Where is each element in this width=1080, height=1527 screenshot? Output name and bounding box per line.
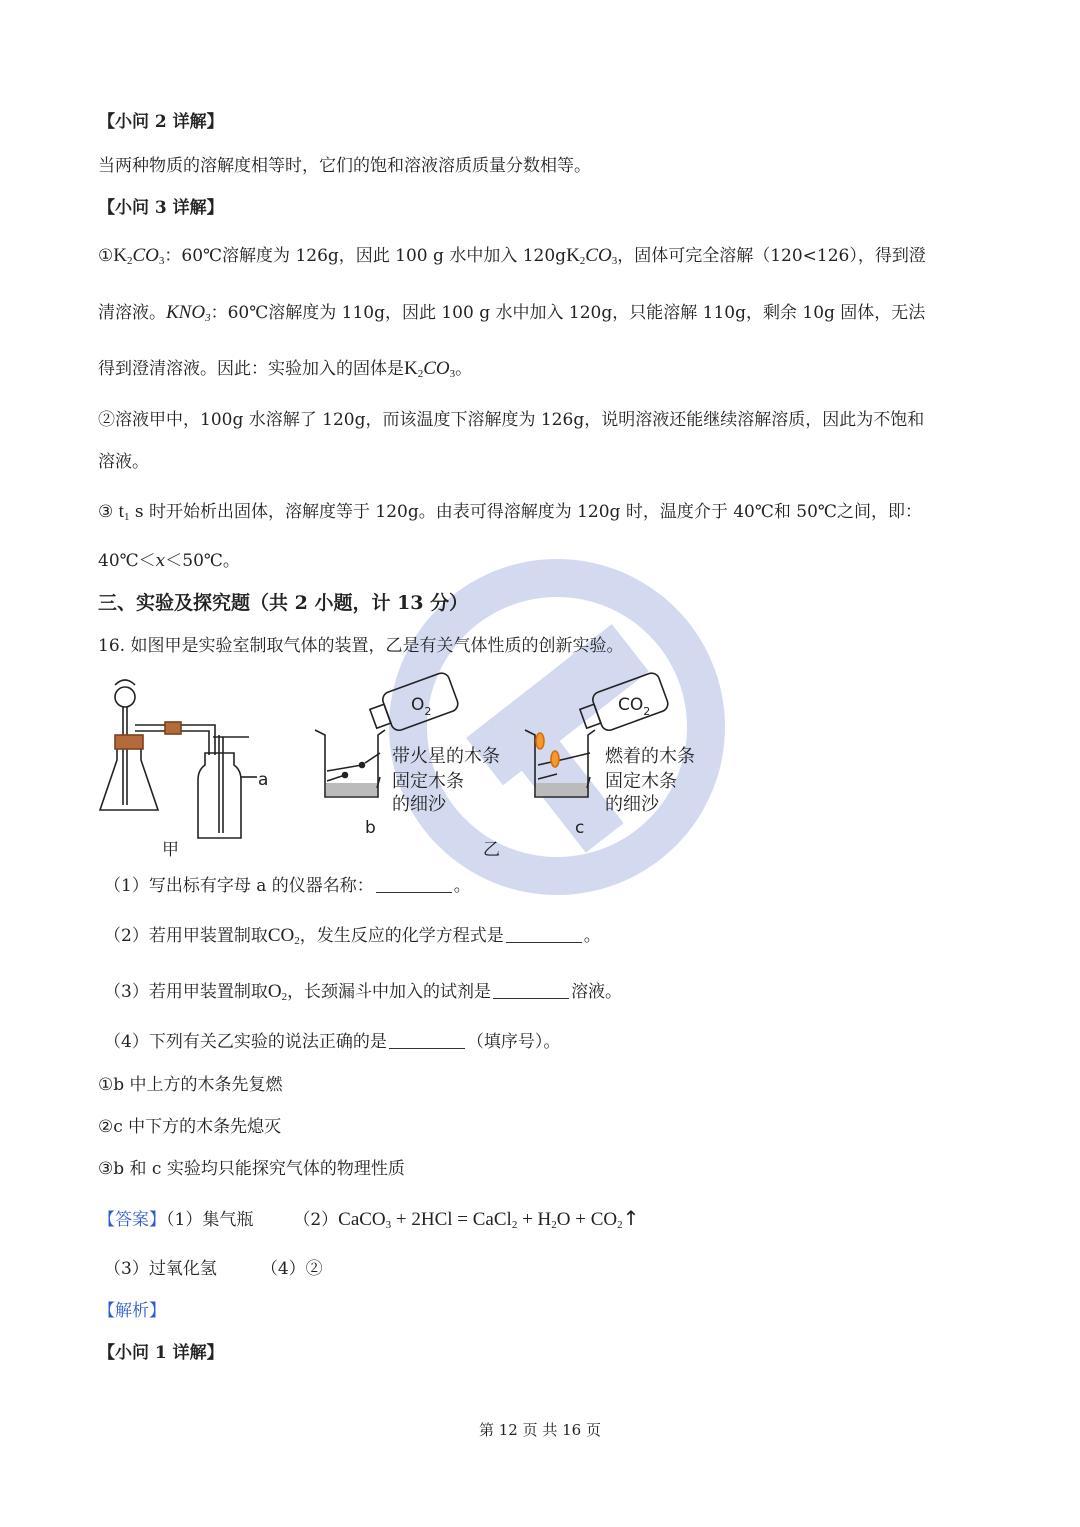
q3-point1-line1: $①K_2CO_3$：60℃溶解度为 126g，因此 100 g 水中加入 $120gK_2CO_3$，固体可完全溶解（120<126），得到澄 (98, 245, 926, 267)
svg-text:c: c (575, 818, 585, 838)
subsection-q1-heading: 【小问 1 详解】 (98, 1343, 224, 1363)
funnel-bulb (115, 687, 135, 707)
q3-point3-line1: ③ $t_1$ s 时开始析出固体，溶解度等于 120g。由表可得溶解度为 120g 时，温度介于 40℃和 50℃之间，即： (98, 501, 922, 523)
answer-tag: 【答案】 (98, 1210, 166, 1230)
subsection-q2-heading: 【小问 2 详解】 (98, 112, 224, 132)
svg-text:带火星的木条: 带火星的木条 (392, 746, 500, 767)
svg-text:乙: 乙 (483, 840, 500, 860)
apparatus-figure (95, 655, 725, 865)
answer-line-2: （3）过氧化氢 （4）② (104, 1259, 323, 1279)
svg-text:固定木条: 固定木条 (392, 771, 464, 792)
svg-text:的细沙: 的细沙 (605, 794, 659, 815)
svg-text:燃着的木条: 燃着的木条 (605, 746, 695, 767)
svg-text:O2: $O_2$ (411, 695, 432, 718)
svg-text:甲: 甲 (162, 840, 179, 860)
question-16-stem: 16. 如图甲是实验室制取气体的装置，乙是有关气体性质的创新实验。 (98, 636, 624, 656)
q3-point3-line2: 40℃＜x＜50℃。 (98, 551, 240, 571)
q3-point1-line2: 清溶液。$KNO_3$：60℃溶解度为 110g，因此 100 g 水中加入 120g，只能溶解 110g，剩余 10g 固体，无法 (98, 302, 926, 324)
svg-text:a: a (258, 770, 269, 790)
option-2: ②c 中下方的木条先熄灭 (98, 1117, 282, 1137)
answer-line-1: 【答案】（1）集气瓶 （2）CaCO$_3$ + 2HCl = CaCl$_2$ + $H_2O$ + $CO_2↑$ (98, 1206, 640, 1231)
reaction-equation: CaCO$_3$ + 2HCl = CaCl$_2$ + $H_2O$ + $CO_2↑$ (338, 1206, 640, 1231)
question-16-part2: （2）若用甲装置制取$CO_2$，发生反应的化学方程式是 。 (104, 925, 601, 947)
option-1: ①b 中上方的木条先复燃 (98, 1075, 283, 1095)
option-3: ③b 和 c 实验均只能探究气体的物理性质 (98, 1159, 405, 1179)
question-16-part4: （4）下列有关乙实验的说法正确的是 （填序号）。 (104, 1032, 561, 1052)
svg-text:CO2: $CO_2$ (618, 695, 651, 718)
svg-text:b: b (365, 818, 376, 838)
q2-explanation: 当两种物质的溶解度相等时，它们的饱和溶液溶质质量分数相等。 (98, 156, 591, 176)
answer-blank[interactable] (376, 876, 452, 893)
svg-text:的细沙: 的细沙 (392, 794, 446, 815)
page-footer: 第 12 页 共 16 页 (478, 1421, 601, 1439)
q3-point2-line1: ②溶液甲中，100g 水溶解了 120g，而该温度下溶解度为 126g，说明溶液还能继续溶解溶质，因此为不饱和 (98, 410, 925, 430)
q3-point1-line3: 得到澄清溶液。因此：实验加入的固体是$K_2CO_3$。 (98, 358, 473, 380)
question-16-part1: （1）写出标有字母 a 的仪器名称： 。 (104, 876, 471, 896)
q3-point2-line2: 溶液。 (98, 452, 149, 472)
section-3-heading: 三、实验及探究题（共 2 小题，计 13 分） (98, 592, 469, 614)
subsection-q3-heading: 【小问 3 详解】 (98, 198, 224, 218)
question-16-part3: （3）若用甲装置制取$O_2$，长颈漏斗中加入的试剂是 溶液。 (104, 981, 623, 1003)
answer-blank[interactable] (389, 1032, 465, 1049)
analysis-tag: 【解析】 (98, 1301, 166, 1321)
answer-blank[interactable] (506, 926, 582, 943)
answer-blank[interactable] (493, 982, 569, 999)
svg-text:固定木条: 固定木条 (605, 771, 677, 792)
